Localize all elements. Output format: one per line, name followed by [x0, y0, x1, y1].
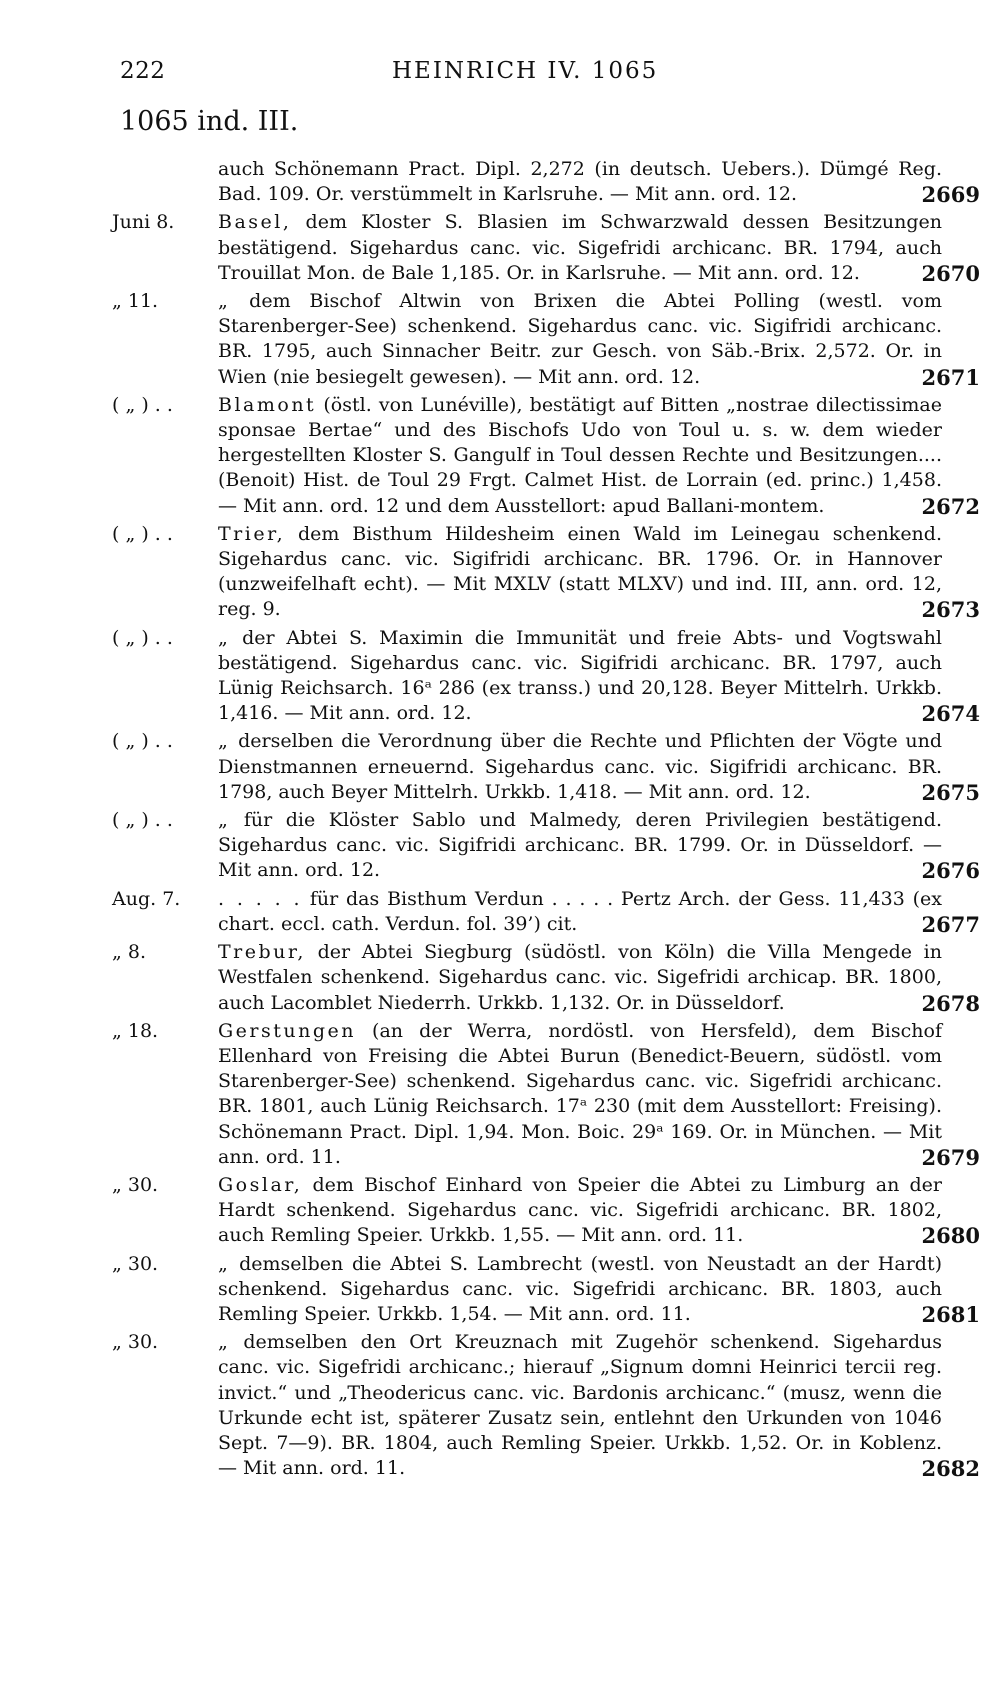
page-header: [120, 58, 935, 94]
entry-text: [218, 808, 942, 884]
entry-text: [218, 1252, 942, 1328]
entry-text: [218, 1330, 942, 1481]
regest-entry: [112, 210, 992, 286]
entry-text: [218, 289, 942, 390]
regest-entry: [112, 887, 992, 937]
regest-number: 2669: [921, 182, 980, 208]
regesta-list: [112, 157, 992, 1481]
entry-text: [218, 1019, 942, 1170]
regest-number: 2677: [921, 911, 980, 937]
entry-date: Aug. 7.: [112, 887, 181, 910]
entry-date: „ 18.: [112, 1019, 159, 1042]
entry-text: [218, 1173, 942, 1249]
regest-entry: [112, 808, 992, 884]
entry-body: der Abtei Siegburg (südöstl. von Köln) die Villa Mengede in Westfalen schenkend. Sigehardus canc. vic. Sigefridi archicap. BR. 1800, auch Lacomblet Niederrh. Urkkb. 1,132. Or. in Düsseldorf.: [218, 941, 942, 1014]
entry-text: [218, 522, 942, 623]
regest-number: 2678: [921, 990, 980, 1016]
entry-place: Goslar,: [218, 1173, 303, 1196]
entry-body: für das Bisthum Verdun . . . . . Pertz Arch. der Gess. 11,433 (ex chart. eccl. cath. Verdun. fol. 39’) cit.: [218, 887, 943, 935]
entry-text: [218, 940, 942, 1016]
regest-number: 2680: [921, 1223, 980, 1249]
entry-text: [218, 626, 942, 727]
entry-place: „: [218, 626, 231, 649]
entry-body: der Abtei S. Maximin die Immunität und freie Abts- und Vogtswahl bestätigend. Sigehardus canc. vic. Sigifridi archicanc. BR. 1797, auch Lünig Reichsarch. 16ᵃ 286 (ex transs.) und 20,128. Beyer Mittelrh. Urkkb. 1,416. — Mit ann. ord. 12.: [218, 626, 942, 725]
entry-place: „: [218, 809, 231, 832]
entry-place: „: [218, 290, 231, 313]
running-title: HEINRICH IV. 1065: [392, 58, 659, 84]
entry-place: „: [218, 1331, 231, 1354]
regest-entry: [112, 729, 992, 805]
entry-date: „ 30.: [112, 1331, 159, 1354]
entry-body: auch Schönemann Pract. Dipl. 2,272 (in deutsch. Uebers.). Dümgé Reg. Bad. 109. Or. verstümmelt in Karlsruhe. — Mit ann. ord. 12.: [218, 158, 942, 206]
entry-place: Basel,: [218, 211, 292, 234]
entry-text: [218, 887, 942, 937]
regest-entry: [112, 522, 992, 623]
regest-number: 2675: [921, 779, 980, 805]
regest-number: 2674: [921, 701, 980, 727]
regest-number: 2676: [921, 858, 980, 884]
entry-place: Gerstungen: [218, 1019, 357, 1042]
regest-entry: [112, 1330, 992, 1481]
regest-number: 2673: [921, 597, 980, 623]
entry-place: . . . . .: [218, 887, 303, 910]
entry-text: [218, 729, 942, 805]
entry-date: ( „ ) . .: [112, 522, 173, 545]
entry-date: „ 30.: [112, 1252, 159, 1275]
entry-text: [218, 157, 942, 207]
entry-body: dem Kloster S. Blasien im Schwarzwald dessen Besitzungen bestätigend. Sigehardus canc. vic. Sigefridi archicanc. BR. 1794, auch Trouillat Mon. de Bale 1,185. Or. in Karlsruhe. — Mit ann. ord. 12.: [218, 211, 942, 284]
entry-date: „ 11.: [112, 290, 159, 313]
regest-entry: [112, 393, 992, 519]
entry-body: derselben die Verordnung über die Rechte und Pflichten der Vögte und Dienstmannen erneuernd. Sigehardus canc. vic. Sigifridi archicanc. BR. 1798, auch Beyer Mittelrh. Urkkb. 1,418. — Mit ann. ord. 12.: [218, 730, 942, 803]
entry-body: für die Klöster Sablo und Malmedy, deren Privilegien bestätigend. Sigehardus canc. vic. Sigifridi archicanc. BR. 1799. Or. in Düsseldorf. — Mit ann. ord. 12.: [218, 809, 942, 882]
regest-entry: [112, 940, 992, 1016]
entry-text: [218, 393, 942, 519]
entry-body: demselben den Ort Kreuznach mit Zugehör schenkend. Sigehardus canc. vic. Sigefridi archicanc.; hierauf „Signum domni Heinrici tercii reg. invict.“ und „Theodericus canc. vic. Bardonis archicanc.“ (musz, wenn die Urkunde echt ist, späterer Zusatz sein, entlehnt den Urkunden von 1046 Sept. 7—9). BR. 1804, auch Remling Speier. Urkkb. 1,52. Or. in Koblenz. — Mit ann. ord. 11.: [218, 1331, 942, 1480]
regest-entry: [112, 1173, 992, 1249]
entry-place: „: [218, 1252, 231, 1275]
regest-number: 2682: [921, 1456, 980, 1482]
entry-place: Trebur,: [218, 941, 306, 964]
regest-number: 2670: [921, 260, 980, 286]
entry-place: Trier,: [218, 522, 286, 545]
entry-place: Blamont: [218, 393, 317, 416]
entry-body: dem Bischof Einhard von Speier die Abtei zu Limburg an der Hardt schenkend. Sigehardus canc. vic. Sigefridi archicanc. BR. 1802, auch Remling Speier. Urkkb. 1,55. — Mit ann. ord. 11.: [218, 1173, 942, 1247]
regest-number: 2679: [921, 1144, 980, 1170]
entry-body: (an der Werra, nordöstl. von Hersfeld), dem Bischof Ellenhard von Freising die Abtei Burun (Benedict-Beuern, südöstl. vom Starenberger-See) schenkend. Sigehardus canc. vic. Sigefridi archicanc. BR. 1801, auch Lünig Reichsarch. 17ᵃ 230 (mit dem Ausstellort: Freising). Schönemann Pract. Dipl. 1,94. Mon. Boic. 29ᵃ 169. Or. in München. — Mit ann. ord. 11.: [218, 1019, 942, 1168]
entry-body: dem Bischof Altwin von Brixen die Abtei Polling (westl. vom Starenberger-See) schenkend. Sigehardus canc. vic. Sigifridi archicanc. BR. 1795, auch Sinnacher Beitr. zur Gesch. von Säb.-Brix. 2,572. Or. in Wien (nie besiegelt gewesen). — Mit ann. ord. 12.: [218, 290, 942, 388]
regest-entry: [112, 157, 992, 207]
regest-entry: [112, 1019, 992, 1170]
regest-number: 2672: [921, 493, 980, 519]
entry-date: ( „ ) . .: [112, 626, 173, 649]
regest-entry: [112, 289, 992, 390]
regest-entry: [112, 626, 992, 727]
page-number: 222: [120, 58, 166, 84]
entry-date: „ 30.: [112, 1173, 159, 1196]
regest-entry: [112, 1252, 992, 1328]
entry-body: demselben die Abtei S. Lambrecht (westl. von Neustadt an der Hardt) schenkend. Sigehardus canc. vic. Sigefridi archicanc. BR. 1803, auch Remling Speier. Urkkb. 1,54. — Mit ann. ord. 11.: [218, 1252, 942, 1325]
entry-place: „: [218, 730, 231, 753]
entry-date: ( „ ) . .: [112, 809, 173, 832]
entry-date: Juni 8.: [112, 211, 175, 234]
entry-date: ( „ ) . .: [112, 730, 173, 753]
entry-body: (östl. von Lunéville), bestätigt auf Bitten „nostrae dilectissimae sponsae Bertae“ und des Bischofs Udo von Toul u. s. w. dem wieder hergestellten Kloster S. Gangulf in Toul dessen Rechte und Besitzungen.... (Benoit) Hist. de Toul 29 Frgt. Calmet Hist. de Lorrain (ed. princ.) 1,458. — Mit ann. ord. 12 und dem Ausstellort: apud Ballani-montem.: [218, 393, 942, 517]
entry-body: dem Bisthum Hildesheim einen Wald im Leinegau schenkend. Sigehardus canc. vic. Sigifridi archicanc. BR. 1796. Or. in Hannover (unzweifelhaft echt). — Mit MXLV (statt MLXV) und ind. III, ann. ord. 12, reg. 9.: [218, 522, 942, 621]
regest-number: 2671: [921, 364, 980, 390]
entry-date: „ 8.: [112, 941, 147, 964]
year-indiction-heading: 1065 ind. III.: [120, 106, 299, 137]
entry-text: [218, 210, 942, 286]
regest-number: 2681: [921, 1301, 980, 1327]
entry-date: ( „ ) . .: [112, 393, 173, 416]
